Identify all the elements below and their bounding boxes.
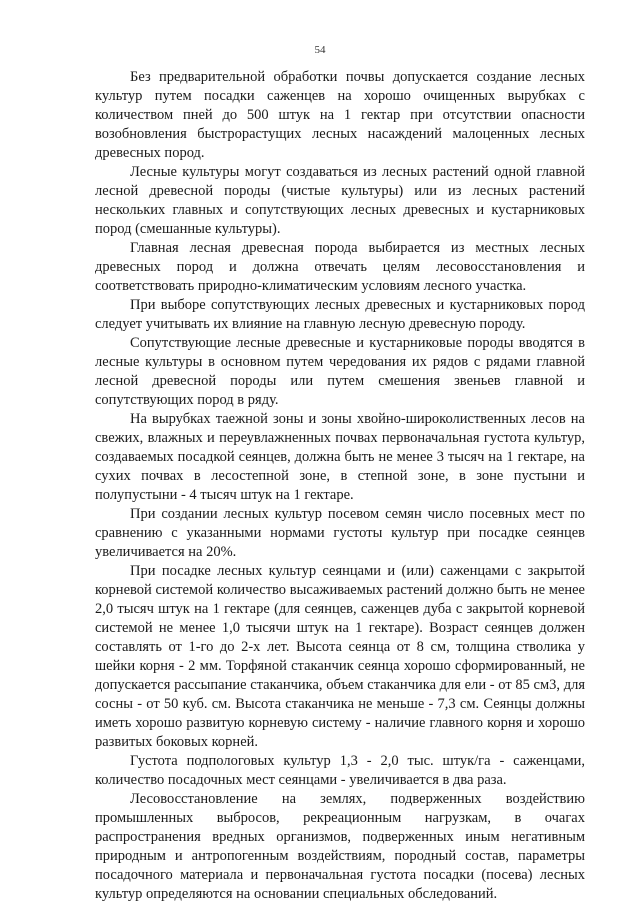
paragraph-6: На вырубках таежной зоны и зоны хвойно-широколиственных лесов на свежих, влажных и переувлажненных почвах первоначальная густота культур, создаваемых посадкой сеянцев, должна быть не менее 3 тысяч на 1 гектаре, на сухих почвах в лесостепной зоне, в степной зоне, в зоне пустыни и полупустыни - 4 тысяч штук на 1 гектаре.	[95, 411, 585, 503]
paragraph-4: При выборе сопутствующих лесных древесных и кустарниковых пород следует учитывать их влияние на главную лесную древесную породу.	[95, 297, 585, 332]
paragraph-9: Густота подпологовых культур 1,3 - 2,0 тыс. штук/га - саженцами, количество посадочных мест сеянцами - увеличивается в два раза.	[95, 753, 585, 788]
page-body	[95, 68, 585, 904]
paragraph-1: Без предварительной обработки почвы допускается создание лесных культур путем посадки саженцев на хорошо очищенных вырубках с количеством пней до 500 штук на 1 гектар при отсутствии опасности возобновления быстрорастущих лесных насаждений малоценных лесных древесных пород.	[95, 69, 585, 161]
paragraph-8: При посадке лесных культур сеянцами и (или) саженцами с закрытой корневой системой количество высаживаемых растений должно быть не менее 2,0 тысяч штук на 1 гектаре (для сеянцев, саженцев дуба с закрытой корневой системой не менее 1,0 тысячи штук на 1 гектаре). Возраст сеянцев должен составлять от 1-го до 2-х лет. Высота сеянца от 8 см, толщина стволика у шейки корня - 2 мм. Торфяной стаканчик сеянца хорошо сформированный, не допускается рассыпание стаканчика, объем стаканчика для ели - от 85 см3, для сосны - от 50 куб. см. Высота стаканчика не меньше - 7,3 см. Сеянцы должны иметь хорошо развитую корневую систему - наличие главного корня и хорошо развитых боковых корней.	[95, 563, 585, 750]
page-number: 54	[314, 44, 326, 56]
paragraph-3: Главная лесная древесная порода выбирается из местных лесных древесных пород и должна отвечать целям лесовосстановления и соответствовать природно-климатическим условиям лесного участка.	[95, 240, 585, 294]
paragraph-5: Сопутствующие лесные древесные и кустарниковые породы вводятся в лесные культуры в основном путем чередования их рядов с рядами главной лесной древесной породы или путем смешения звеньев главной и сопутствующих пород в ряду.	[95, 335, 585, 408]
paragraph-7: При создании лесных культур посевом семян число посевных мест по сравнению с указанными нормами густоты культур при посадке сеянцев увеличивается на 20%.	[95, 506, 585, 560]
paragraph-10: Лесовосстановление на землях, подверженных воздействию промышленных выбросов, рекреационным нагрузкам, в очагах распространения вредных организмов, подверженных иным негативным природным и антропогенным воздействиям, породный состав, параметры посадочного материала и первоначальная густота посадки (посева) лесных культур определяются на основании специальных обследований.	[95, 791, 585, 902]
paragraph-2: Лесные культуры могут создаваться из лесных растений одной главной лесной древесной породы (чистые культуры) или из лесных растений нескольких главных и сопутствующих лесных древесных и кустарниковых пород (смешанные культуры).	[95, 164, 585, 237]
